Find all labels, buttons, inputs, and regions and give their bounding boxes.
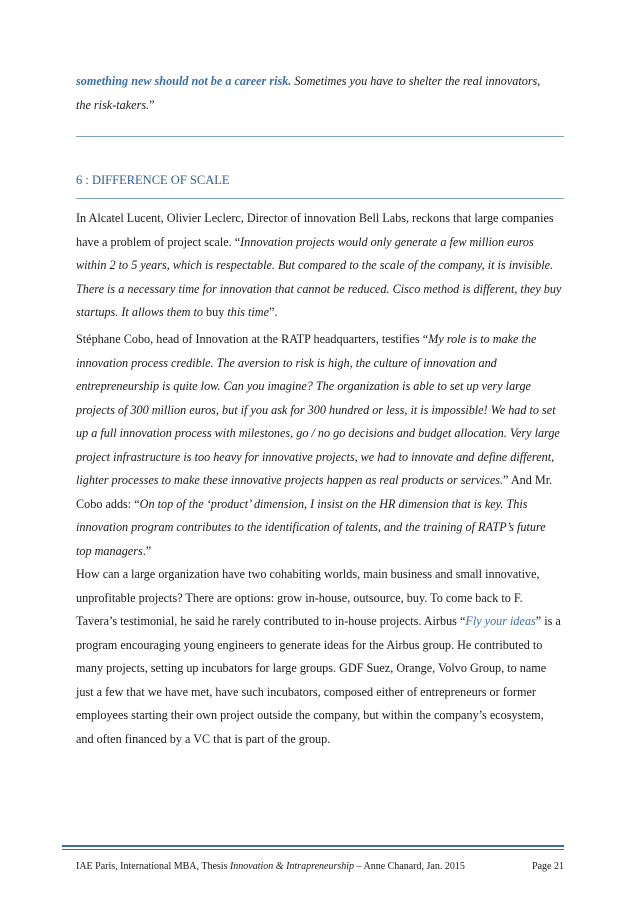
para1-close: ”. bbox=[268, 305, 278, 319]
quote-bold-text: something new should not be a career risk. bbox=[76, 74, 292, 88]
quote-close: ” bbox=[149, 97, 155, 112]
para2-text-b: ” And Mr. Cobo adds: “ bbox=[76, 473, 553, 511]
para2-close: .” bbox=[142, 543, 152, 558]
fly-your-ideas: Fly your ideas bbox=[465, 614, 536, 628]
footer-rule bbox=[62, 845, 564, 847]
footer-info bbox=[76, 861, 465, 872]
divider-top bbox=[76, 136, 564, 137]
para2-quote: My role is to make the innovation process credible. The aversion to risk is high, the culture of innovation and entrepreneurship is quite low. Can you imagine? The organization is able to set up very large projects of 300 million euros, but if you ask for 300 hundred or less, it is impossible! We had to set up a full innovation process with milestones, go / no go decisions and budget allocation. Very large project infrastructure is too heavy for innovative projects, we had to innovate and define different, lighter processes to make these innovative projects happen as real products or services. bbox=[76, 332, 560, 487]
para1-text-a: In Alcatel Lucent, Olivier Leclerc, Director of innovation Bell Labs, reckons that large companies have a problem of project scale. “ bbox=[76, 211, 554, 249]
para2-quote-2: On top of the ‘product’ dimension, I insist on the HR dimension that is key. This innovation program contributes to the identification of talents, and the training of RATP’s future top managers bbox=[76, 496, 546, 558]
paragraph-organization bbox=[76, 563, 564, 751]
page-number: Page 21 bbox=[532, 861, 564, 872]
paragraph-ratp bbox=[76, 328, 564, 563]
paragraph-alcatel bbox=[76, 207, 564, 325]
quote-continuation bbox=[76, 70, 564, 117]
para3-text-b: ” is a program encouraging young engineers to generate ideas for the Airbus group. He contributed to many projects, setting up incubators for large groups. GDF Suez, Orange, Volvo Group, to name just a few that we have met, have such incubators, composed either of entrepreneurs or former employees starting their own project outside the company, but within the company’s ecosystem, and often financed by a VC that is part of the group. bbox=[76, 614, 561, 746]
footer-info-c: – Anne Chanard, Jan. 2015 bbox=[354, 861, 465, 872]
section-heading: 6 : DIFFERENCE OF SCALE bbox=[76, 173, 230, 187]
page-footer bbox=[76, 861, 564, 872]
para1-quote-end: this time bbox=[227, 305, 269, 319]
footer-rule-thin bbox=[62, 849, 564, 850]
quote-italic-text-2: the risk-takers. bbox=[76, 97, 150, 112]
para2-text-a: Stéphane Cobo, head of Innovation at the RATP headquarters, testifies “ bbox=[76, 332, 429, 346]
para3-text-a: How can a large organization have two cohabiting worlds, main business and small innovative, unprofitable projects? There are options: grow in-house, outsource, buy. To come back to F. Tavera’s testimonial, he said he rarely contributed to in-house projects. Airbus “ bbox=[76, 567, 540, 628]
para1-text-b: buy bbox=[206, 305, 228, 319]
footer-info-a: IAE Paris, International MBA, Thesis bbox=[76, 861, 230, 872]
quote-italic-text: Sometimes you have to shelter the real innovators, bbox=[291, 74, 541, 88]
divider-heading bbox=[76, 198, 564, 199]
para1-quote: Innovation projects would only generate a few million euros within 2 to 5 years, which is respectable. But compared to the scale of the company, it is invisible. There is a necessary time for innovation that cannot be reduced. Cisco method is different, they buy startups. It allows them to bbox=[76, 234, 562, 319]
footer-info-title: Innovation & Intrapreneurship bbox=[229, 861, 355, 872]
